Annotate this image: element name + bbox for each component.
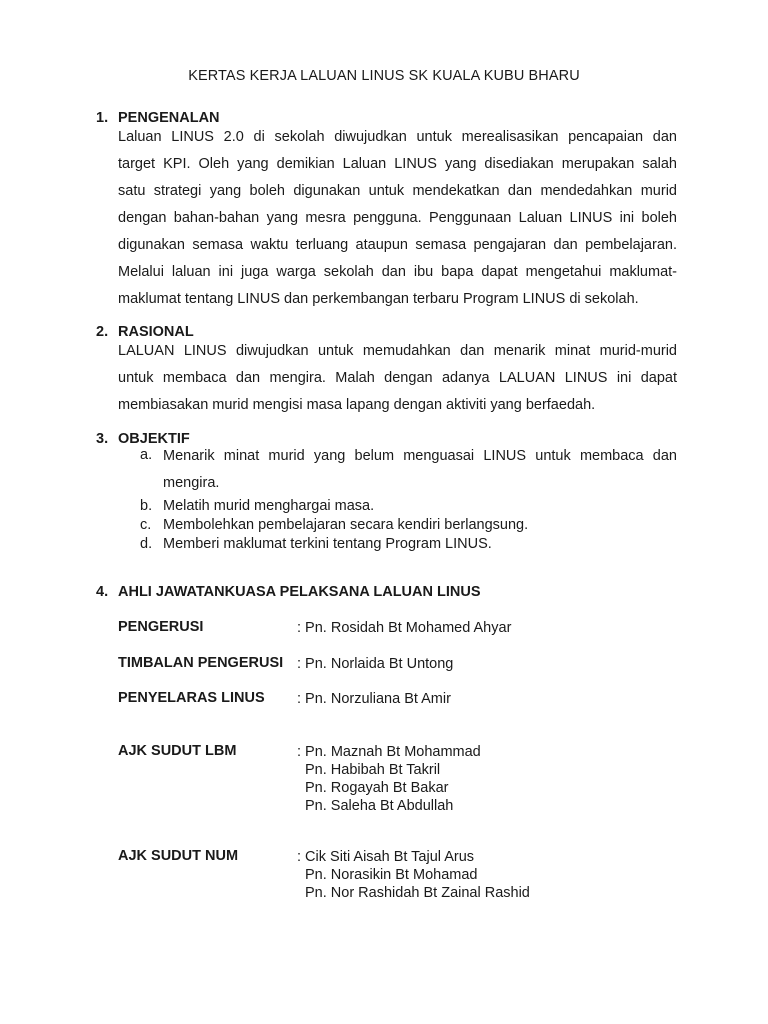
section-heading-ajk xyxy=(96,584,481,600)
section-number: 3. xyxy=(96,431,109,447)
committee-members xyxy=(297,619,511,637)
committee-member: : Pn. Norzuliana Bt Amir xyxy=(297,691,451,707)
committee-member: Pn. Habibah Bt Takril xyxy=(305,762,441,778)
list-marker: a. xyxy=(140,447,153,463)
section-title: AHLI JAWATANKUASA PELAKSANA LALUAN LINUS xyxy=(118,584,481,600)
list-item-text: mengira. xyxy=(163,475,220,491)
committee-member: Pn. Saleha Bt Abdullah xyxy=(305,798,454,814)
committee-role: PENYELARAS LINUS xyxy=(118,690,265,706)
committee-members xyxy=(297,690,451,708)
committee-member: : Pn. Maznah Bt Mohammad xyxy=(297,744,481,760)
list-marker: c. xyxy=(140,517,152,533)
list-item xyxy=(140,535,677,554)
list-item-text: Membolehkan pembelajaran secara kendiri berlangsung. xyxy=(163,517,529,533)
committee-role: PENGERUSI xyxy=(118,619,204,635)
section-number: 4. xyxy=(96,584,109,600)
paragraph-line: satu strategi yang boleh digunakan untuk mendekatkan dan mendedahkan murid xyxy=(118,183,677,199)
paragraph-line: target KPI. Oleh yang demikian Laluan LINUS yang disediakan merupakan salah xyxy=(118,156,677,172)
committee-role: AJK SUDUT NUM xyxy=(118,848,239,864)
committee-members xyxy=(297,743,481,815)
pengenalan-paragraph xyxy=(118,124,677,313)
list-item xyxy=(140,443,677,497)
list-marker: b. xyxy=(140,498,153,514)
list-item-text: Memberi maklumat terkini tentang Program LINUS. xyxy=(163,536,492,552)
paragraph-line: dengan bahan-bahan yang mesra pengguna. Penggunaan Laluan LINUS ini boleh xyxy=(118,210,677,226)
paragraph-line: Laluan LINUS 2.0 di sekolah diwujudkan untuk merealisasikan pencapaian dan xyxy=(118,129,677,145)
paragraph-line: Melalui laluan ini juga warga sekolah dan ibu bapa dapat mengetahui maklumat- xyxy=(118,264,677,280)
committee-member: : Pn. Norlaida Bt Untong xyxy=(297,656,454,672)
section-title: PENGENALAN xyxy=(118,110,220,126)
document-title: KERTAS KERJA LALUAN LINUS SK KUALA KUBU BHARU xyxy=(188,68,580,84)
committee-role: AJK SUDUT LBM xyxy=(118,743,237,759)
section-title: OBJEKTIF xyxy=(118,431,190,447)
list-item-text: Melatih murid menghargai masa. xyxy=(163,498,375,514)
objektif-list xyxy=(140,443,677,554)
list-item xyxy=(140,516,677,535)
list-item-text: Menarik minat murid yang belum menguasai LINUS untuk membaca dan xyxy=(163,448,677,464)
section-number: 1. xyxy=(96,110,109,126)
list-marker: d. xyxy=(140,536,153,552)
committee-member: Pn. Norasikin Bt Mohamad xyxy=(305,867,478,883)
rasional-paragraph xyxy=(118,338,677,419)
committee-members xyxy=(297,655,453,673)
list-item xyxy=(140,497,677,516)
committee-role: TIMBALAN PENGERUSI xyxy=(118,655,284,671)
committee-member: : Cik Siti Aisah Bt Tajul Arus xyxy=(297,849,475,865)
committee-member: Pn. Nor Rashidah Bt Zainal Rashid xyxy=(305,885,530,901)
paragraph-line: untuk membaca dan mengira. Malah dengan adanya LALUAN LINUS ini dapat xyxy=(118,370,677,386)
paragraph-line: membiasakan murid mengisi masa lapang dengan aktiviti yang berfaedah. xyxy=(118,397,596,413)
paragraph-line: maklumat tentang LINUS dan perkembangan terbaru Program LINUS di sekolah. xyxy=(118,291,639,307)
section-title: RASIONAL xyxy=(118,324,194,340)
section-number: 2. xyxy=(96,324,109,340)
committee-members xyxy=(297,848,530,902)
committee-member: : Pn. Rosidah Bt Mohamed Ahyar xyxy=(297,620,512,636)
paragraph-line: LALUAN LINUS diwujudkan untuk memudahkan dan menarik minat murid-murid xyxy=(118,343,677,359)
committee-member: Pn. Rogayah Bt Bakar xyxy=(305,780,449,796)
paragraph-line: digunakan semasa waktu terluang ataupun semasa pengajaran dan pembelajaran. xyxy=(118,237,677,253)
